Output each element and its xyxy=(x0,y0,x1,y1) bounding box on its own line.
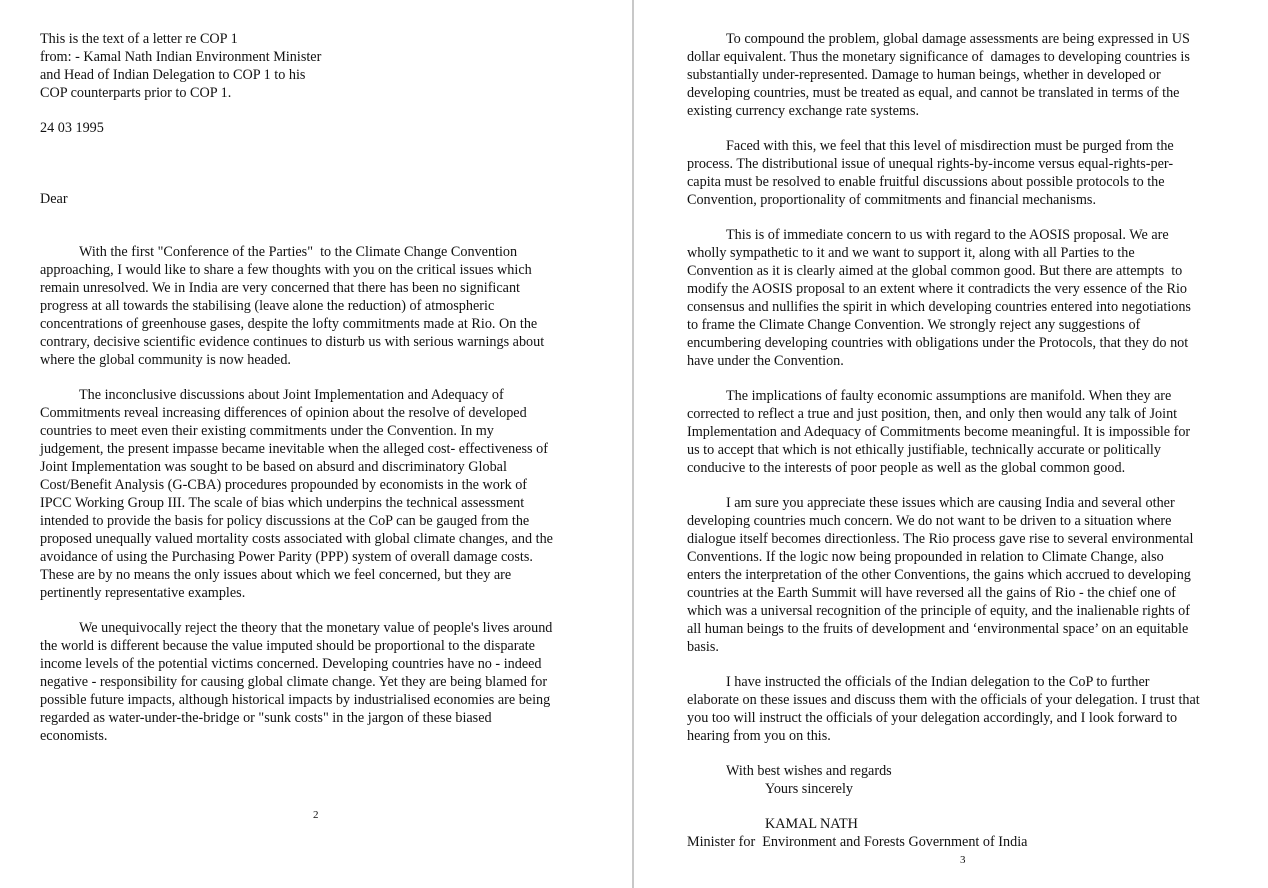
header-line: This is the text of a letter re COP 1 xyxy=(40,31,238,47)
paragraph-line: contrary, decisive scientific evidence continues to disturb us with serious warnings about xyxy=(40,334,545,350)
paragraph xyxy=(40,386,600,602)
paragraph-line: the world is different because the value imputed should be proportional to the disparate xyxy=(40,638,535,654)
paragraph-line: approaching, I would like to share a few thoughts with you on the critical issues which xyxy=(40,262,532,278)
paragraph-line: We unequivocally reject the theory that the monetary value of people's lives around xyxy=(79,620,553,636)
paragraph-line: These are by no means the only issues about which we feel concerned, but they are xyxy=(40,567,512,583)
paragraph-line: corrected to reflect a true and just position, then, and only then would any talk of Joint xyxy=(687,406,1178,422)
letter-header xyxy=(40,30,600,102)
paragraph-line: developing countries much concern. We do not want to be driven to a situation where xyxy=(687,513,1172,529)
paragraph-line: wholly sympathetic to it and we want to support it, along with all Parties to the xyxy=(687,245,1135,261)
letter-date: 24 03 1995 xyxy=(40,120,104,136)
paragraph-line: concentrations of greenhouse gases, despite the lofty commitments made at Rio. On the xyxy=(40,316,538,332)
closing-line: With best wishes and regards xyxy=(726,763,892,779)
paragraph-line: enters the interpretation of the other Conventions, the gains which accrued to developing xyxy=(687,567,1191,583)
paragraph-line: The inconclusive discussions about Joint Implementation and Adequacy of xyxy=(79,387,504,403)
paragraph-line: IPCC Working Group III. The scale of bias which underpins the technical assessment xyxy=(40,495,525,511)
header-line: from: - Kamal Nath Indian Environment Minister xyxy=(40,49,322,65)
page-number: 2 xyxy=(313,809,319,821)
paragraph-line: intended to provide the basis for policy discussions at the CoP can be gauged from the xyxy=(40,513,530,529)
right-page xyxy=(687,30,1247,851)
paragraph-line: avoidance of using the Purchasing Power Parity (PPP) system of overall damage costs. xyxy=(40,549,533,565)
page-number: 3 xyxy=(960,854,966,866)
paragraph-line: developing countries, must be treated as equal, and cannot be translated in terms of the xyxy=(687,85,1180,101)
paragraph xyxy=(687,387,1247,477)
paragraph-line: Joint Implementation was sought to be based on absurd and discriminatory Global xyxy=(40,459,507,475)
paragraph-line: dialogue itself becomes directionless. The Rio process gave rise to several environmental xyxy=(687,531,1194,547)
page-divider xyxy=(632,0,634,888)
paragraph-line: regarded as water-under-the-bridge or "sunk costs" in the jargon of these biased xyxy=(40,710,492,726)
paragraph-line: where the global community is now headed. xyxy=(40,352,291,368)
paragraph-line: consensus and nullifies the spirit in which developing countries entered into negotiations xyxy=(687,299,1191,315)
paragraph-line: all human beings to the fruits of development and ‘environmental space’ on an equitable xyxy=(687,621,1189,637)
paragraph-line: process. The distributional issue of unequal rights-by-income versus equal-rights-per- xyxy=(687,156,1174,172)
paragraph-line: progress at all towards the stabilising (leave alone the reduction) of atmospheric xyxy=(40,298,495,314)
signatory-title: Minister for Environment and Forests Government of India xyxy=(687,834,1028,850)
paragraph xyxy=(687,137,1247,209)
paragraph-line: pertinently representative examples. xyxy=(40,585,246,601)
paragraph-line: Conventions. If the logic now being propounded in relation to Climate Change, also xyxy=(687,549,1164,565)
paragraph-line: I am sure you appreciate these issues which are causing India and several other xyxy=(726,495,1175,511)
paragraph-line: I have instructed the officials of the Indian delegation to the CoP to further xyxy=(726,674,1150,690)
left-page xyxy=(40,30,600,745)
paragraph-line: modify the AOSIS proposal to an extent where it contradicts the very essence of the Rio xyxy=(687,281,1187,297)
paragraph-line: The implications of faulty economic assumptions are manifold. When they are xyxy=(726,388,1172,404)
paragraph-line: countries to meet even their existing commitments under the Convention. In my xyxy=(40,423,494,439)
paragraph-line: encumbering developing countries with obligations under the Protocols, that they do not xyxy=(687,335,1189,351)
paragraph-line: With the first "Conference of the Parties" to the Climate Change Convention xyxy=(79,244,518,260)
paragraph-line: remain unresolved. We in India are very concerned that there has been no significant xyxy=(40,280,520,296)
paragraph-line: This is of immediate concern to us with regard to the AOSIS proposal. We are xyxy=(726,227,1169,243)
signatory-name: KAMAL NATH xyxy=(765,816,858,832)
paragraph xyxy=(687,226,1247,370)
paragraph-line: basis. xyxy=(687,639,719,655)
paragraph xyxy=(687,30,1247,120)
salutation: Dear xyxy=(40,191,68,207)
paragraph-line: you too will instruct the officials of your delegation accordingly, and I look forward to xyxy=(687,710,1178,726)
sign-off: Yours sincerely xyxy=(765,781,854,797)
signature-block xyxy=(687,762,1247,851)
paragraph-line: Convention, proportionality of commitments and financial mechanisms. xyxy=(687,192,1096,208)
paragraph xyxy=(687,673,1247,745)
paragraph-line: possible future impacts, although historical impacts by industrialised economies are being xyxy=(40,692,551,708)
paragraph-line: Commitments reveal increasing differences of opinion about the resolve of developed xyxy=(40,405,527,421)
paragraph xyxy=(40,619,600,745)
paragraph-line: income levels of the potential victims concerned. Developing countries have no - indeed xyxy=(40,656,542,672)
paragraph-line: negative - responsibility for causing global climate change. Yet they are being blamed for xyxy=(40,674,548,690)
paragraph-line: us to accept that which is not ethically justifiable, technically accurate or politically xyxy=(687,442,1161,458)
paragraph-line: existing currency exchange rate systems. xyxy=(687,103,920,119)
paragraph-line: economists. xyxy=(40,728,108,744)
paragraph xyxy=(687,494,1247,656)
paragraph-line: which was a universal recognition of the principle of equity, and the inalienable rights of xyxy=(687,603,1190,619)
paragraph-line: hearing from you on this. xyxy=(687,728,831,744)
paragraph xyxy=(40,243,600,369)
paragraph-line: to frame the Climate Change Convention. We strongly reject any suggestions of xyxy=(687,317,1141,333)
paragraph-line: Implementation and Adequacy of Commitments become meaningful. It is impossible for xyxy=(687,424,1191,440)
paragraph-line: capita must be resolved to enable fruitful discussions about possible protocols to the xyxy=(687,174,1165,190)
header-line: COP counterparts prior to COP 1. xyxy=(40,85,232,101)
paragraph-line: elaborate on these issues and discuss them with the officials of your delegation. I trust that xyxy=(687,692,1200,708)
paragraph-line: substantially under-represented. Damage to human beings, whether in developed or xyxy=(687,67,1161,83)
paragraph-line: To compound the problem, global damage assessments are being expressed in US xyxy=(726,31,1190,47)
paragraph-line: Faced with this, we feel that this level of misdirection must be purged from the xyxy=(726,138,1174,154)
paragraph-line: countries at the Earth Summit will have reversed all the gains of Rio - the chief one of xyxy=(687,585,1176,601)
paragraph-line: conducive to the interests of poor people as well as the global common good. xyxy=(687,460,1126,476)
paragraph-line: have under the Convention. xyxy=(687,353,844,369)
header-line: and Head of Indian Delegation to COP 1 to his xyxy=(40,67,306,83)
paragraph-line: Cost/Benefit Analysis (G-CBA) procedures propounded by economists in the work of xyxy=(40,477,528,493)
paragraph-line: dollar equivalent. Thus the monetary significance of damages to developing countries is xyxy=(687,49,1190,65)
paragraph-line: Convention as it is clearly aimed at the global common good. But there are attempts to xyxy=(687,263,1183,279)
paragraph-line: judgement, the present impasse became inevitable when the alleged cost- effectiveness of xyxy=(40,441,548,457)
paragraph-line: proposed unequally valued mortality costs associated with global climate changes, and the xyxy=(40,531,553,547)
